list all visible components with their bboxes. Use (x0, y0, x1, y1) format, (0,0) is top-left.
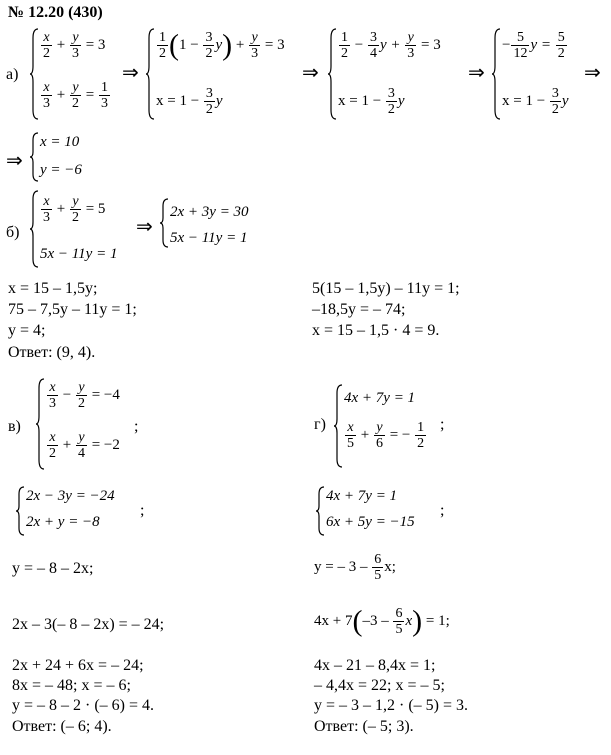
equation-rhs: = −4 (91, 386, 120, 403)
numerator: x (345, 420, 356, 436)
denominator: 3 (49, 396, 56, 411)
equation: 4x + 7y = 1 (326, 488, 398, 504)
numerator: x (41, 30, 52, 46)
numerator: y (249, 30, 260, 46)
term: x = 1 − (502, 92, 546, 109)
solution-line: 5(15 – 1,5y) – 11y = 1; (312, 280, 460, 297)
solution-line: 2x + 24 + 6x = – 24; (12, 657, 144, 674)
semicolon: ; (440, 416, 445, 433)
solution-line (314, 552, 396, 583)
denominator: 12 (513, 46, 528, 61)
system-a4 (492, 28, 588, 120)
equation-rhs: = −2 (91, 436, 120, 453)
solution-line: 8x = – 48; x = – 6; (12, 677, 131, 694)
term: y = – 3 – (314, 558, 368, 575)
semicolon: ; (140, 502, 145, 519)
equation: 2x − 3y = −24 (26, 488, 115, 504)
solution-line: x = 15 – 1,5y; (8, 280, 98, 297)
equation-rhs: = 3 (85, 36, 106, 53)
solution-line: 4x + 7(–3 – $\frac{6}{5}$ x) = 1; (314, 604, 450, 638)
denominator: 2 (205, 102, 213, 117)
implies-arrow: ⇒ (6, 148, 23, 172)
numerator: 3 (205, 86, 213, 101)
solution-line: y = – 3 – 1,2 · (– 5) = 3. (314, 697, 469, 714)
denominator: 2 (341, 46, 348, 61)
numerator: 1 (341, 30, 348, 45)
brace-icon (30, 28, 40, 120)
system-v1 (36, 378, 146, 470)
numerator: y (70, 194, 81, 210)
part-g-label: г) (314, 416, 326, 433)
numerator: y (374, 420, 385, 436)
denominator: 3 (407, 46, 415, 61)
numerator: x (47, 430, 58, 446)
numerator: x (41, 194, 52, 210)
part-b-label: б) (6, 224, 20, 241)
equation: 2x + 3y = 30 (170, 204, 249, 220)
denominator: 2 (71, 96, 79, 111)
numerator: x (41, 80, 52, 96)
numerator: y (76, 380, 87, 396)
equation: x = 10 (40, 134, 80, 150)
numerator: 6 (374, 552, 382, 567)
solution-line: 75 – 7,5y – 11y = 1; (8, 301, 137, 318)
minus-sign: − (354, 36, 364, 53)
solution-line: y = – 8 – 2 · (– 6) = 4. (12, 697, 155, 714)
denominator: 5 (395, 622, 403, 637)
denominator: 2 (205, 46, 213, 61)
solution-line: y = 4; (8, 322, 46, 339)
brace-icon (328, 28, 338, 120)
numerator: y (70, 30, 81, 46)
system-b2 (160, 198, 280, 248)
numerator: y (70, 80, 81, 96)
equation: 5x − 11y = 1 (40, 246, 118, 262)
variable: y (215, 36, 223, 53)
plus-sign: + (360, 426, 370, 443)
numerator: 5 (557, 30, 565, 45)
term: 4x + 7 (314, 612, 353, 629)
numerator: 5 (511, 30, 529, 46)
minus-sign: − (502, 36, 511, 53)
variable: y (397, 92, 405, 109)
system-v2 (16, 486, 146, 536)
equation: 6x + 5y = −15 (326, 514, 415, 530)
part-v-label: в) (8, 418, 21, 435)
equation: 5x − 11y = 1 (170, 230, 248, 246)
minus-sign: − (62, 386, 72, 403)
implies-arrow: ⇒ (136, 214, 153, 238)
denominator: 2 (387, 102, 395, 117)
denominator: 3 (43, 210, 50, 225)
plus-sign: + (56, 200, 66, 217)
numerator: x (47, 380, 58, 396)
brace-icon (30, 132, 40, 182)
implies-arrow: ⇒ (302, 60, 319, 84)
numerator: 3 (369, 30, 377, 45)
solution-line: 4x – 21 – 8,4x = 1; (314, 657, 436, 674)
denominator: 2 (557, 46, 565, 61)
term: y = (530, 36, 551, 53)
term: x = 1 − (156, 92, 200, 109)
equation: 4x + 7y = 1 (344, 390, 416, 406)
numerator: 1 (417, 420, 425, 435)
denominator: 5 (347, 436, 354, 451)
system-g1 (334, 384, 444, 468)
variable: y (561, 92, 569, 109)
denominator: 3 (71, 46, 79, 61)
implies-arrow: ⇒ (584, 60, 601, 84)
semicolon: ; (134, 418, 139, 435)
variable: x (405, 612, 413, 629)
system-a2: $\frac{1}{2}$ (1 − $\frac{3}{2}$ y) + $\frac{y}{3}$ = 3 x = 1 − $\frac{3}{2}$ y (146, 28, 306, 120)
denominator: 5 (374, 568, 382, 583)
denominator: 2 (71, 210, 79, 225)
equation-rhs: = 3 (264, 36, 285, 53)
denominator: 3 (251, 46, 259, 61)
term: x; (384, 558, 396, 575)
implies-arrow: ⇒ (122, 60, 139, 84)
equation-rhs: = 3 (421, 36, 441, 53)
system-a1 (30, 28, 130, 120)
system-b1 (30, 190, 140, 268)
numerator: 6 (395, 606, 403, 621)
denominator: 2 (77, 396, 85, 411)
implies-arrow: ⇒ (468, 60, 485, 84)
brace-icon (30, 190, 40, 268)
solution-line: 2x – 3(– 8 – 2x) = – 24; (12, 616, 165, 633)
solution-line: – 4,4x = 22; x = – 5; (314, 677, 445, 694)
semicolon: ; (440, 502, 445, 519)
brace-icon (36, 378, 46, 470)
equals-sign: = (85, 86, 95, 103)
equation-rhs: = 5 (85, 200, 106, 217)
term: 1 − (179, 36, 199, 53)
answer: Ответ: (– 5; 3). (314, 718, 414, 735)
denominator: 2 (49, 446, 56, 461)
solution-line: x = 15 – 1,5 · 4 = 9. (312, 322, 440, 339)
equation: y = −6 (40, 162, 82, 178)
denominator: 2 (43, 46, 50, 61)
denominator: 2 (551, 102, 559, 117)
system-a5 (30, 132, 110, 182)
numerator: 1 (159, 30, 166, 45)
numerator: 3 (205, 30, 213, 45)
equation-rhs: = 1; (425, 612, 450, 629)
part-a-label: а) (6, 66, 19, 83)
numerator: 3 (551, 86, 559, 101)
answer: Ответ: (9, 4). (8, 344, 96, 361)
numerator: 1 (100, 80, 108, 95)
plus-sign: + (56, 86, 66, 103)
variable: y (215, 92, 223, 109)
brace-icon (16, 486, 26, 536)
brace-icon (492, 28, 502, 120)
brace-icon (334, 384, 344, 468)
denominator: 2 (159, 46, 166, 61)
denominator: 4 (77, 446, 85, 461)
system-g2 (316, 486, 446, 536)
denominator: 4 (369, 46, 377, 61)
plus-sign: + (56, 36, 66, 53)
term: –3 – (362, 612, 389, 629)
term: y + (379, 36, 401, 53)
denominator: 2 (417, 436, 425, 451)
numerator: y (76, 430, 87, 446)
problem-title: № 12.20 (430) (8, 4, 103, 21)
denominator: 6 (375, 436, 383, 451)
brace-icon (316, 486, 326, 536)
solution-line: –18,5y = – 74; (312, 301, 406, 318)
plus-sign: + (235, 36, 245, 53)
equation: 2x + y = −8 (26, 514, 100, 530)
equals-sign: = − (389, 426, 411, 443)
numerator: y (405, 30, 416, 46)
denominator: 3 (100, 96, 108, 111)
numerator: 3 (387, 86, 395, 101)
solution-line: y = – 8 – 2x; (12, 560, 94, 577)
plus-sign: + (62, 436, 72, 453)
denominator: 3 (43, 96, 50, 111)
brace-icon (160, 198, 170, 248)
answer: Ответ: (– 6; 4). (12, 718, 112, 735)
brace-icon (146, 28, 156, 120)
term: x = 1 − (338, 92, 382, 109)
system-a3 (328, 28, 468, 120)
